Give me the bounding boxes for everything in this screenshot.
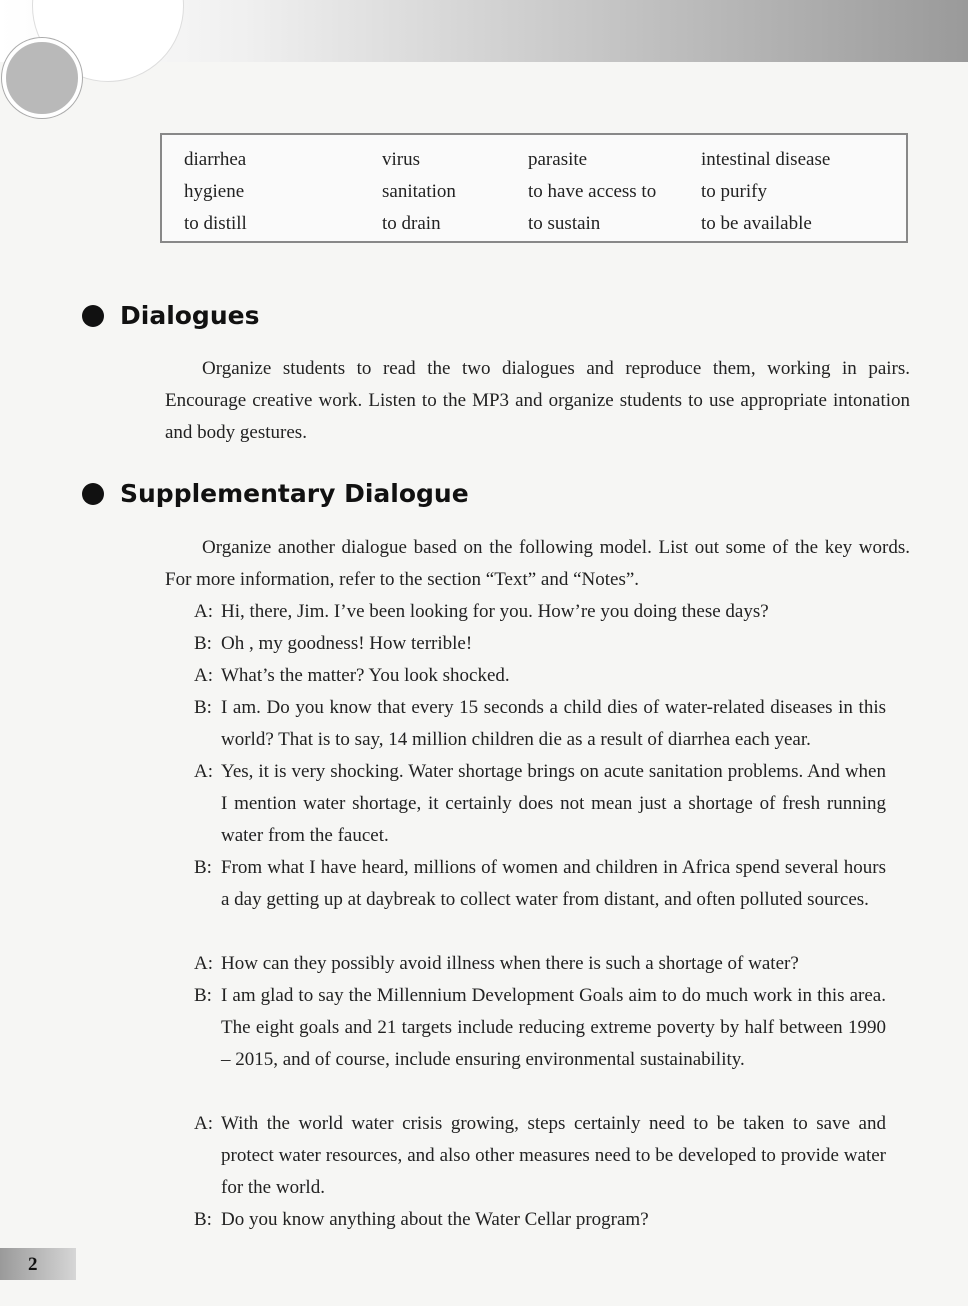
vocab-word: to sustain xyxy=(528,213,601,234)
speaker-label: B: xyxy=(194,1209,212,1230)
vocabulary-box xyxy=(160,133,908,243)
vocab-word: to distill xyxy=(184,213,247,234)
supplementary-paragraph: Organize another dialogue based on the following model. List out some of the key words. For more information, refer to the section “Text” and “Notes”. xyxy=(165,537,910,590)
vocab-row xyxy=(162,208,906,240)
vocab-word: intestinal disease xyxy=(701,149,831,170)
speaker-label: B: xyxy=(194,697,212,718)
utterance: I am glad to say the Millennium Development Goals aim to do much work in this area. The eight goals and 21 targets include reducing extreme poverty by half between 1990 – 2015, and of course, include ensuring environmental sustainability. xyxy=(221,985,886,1070)
utterance: How can they possibly avoid illness when there is such a shortage of water? xyxy=(221,953,799,974)
utterance: I am. Do you know that every 15 seconds a child dies of water-related diseases in this world? That is to say, 14 million children die as a result of diarrhea each year. xyxy=(221,697,886,750)
vocab-row xyxy=(162,144,906,176)
utterance: With the world water crisis growing, steps certainly need to be taken to save and protect water resources, and also other measures need to be developed to provide water for the world. xyxy=(221,1113,886,1198)
vocab-word: to be available xyxy=(701,213,812,234)
vocab-word: sanitation xyxy=(382,181,456,202)
dialogues-paragraph: Organize students to read the two dialogues and reproduce them, working in pairs. Encourage creative work. Listen to the MP3 and organize students to use appropriate intonation and body gestures. xyxy=(165,358,910,443)
speaker-label: B: xyxy=(194,633,212,654)
bullet-icon xyxy=(82,483,104,505)
speaker-label: B: xyxy=(194,857,212,878)
utterance: From what I have heard, millions of women and children in Africa spend several hours a day getting up at daybreak to collect water from distant, and often polluted sources. xyxy=(221,857,886,910)
page-number-tab xyxy=(0,1248,76,1280)
page-number: 2 xyxy=(28,1254,38,1275)
vocab-word: virus xyxy=(382,149,420,170)
speaker-label: A: xyxy=(194,601,213,622)
utterance: Yes, it is very shocking. Water shortage brings on acute sanitation problems. And when I mention water shortage, it certainly does not mean just a shortage of fresh running water from the faucet. xyxy=(221,761,886,846)
speaker-label: A: xyxy=(194,953,213,974)
bullet-icon xyxy=(82,305,104,327)
heading-text: Supplementary Dialogue xyxy=(120,479,469,508)
vocab-word: hygiene xyxy=(184,181,245,202)
utterance: Oh , my goodness! How terrible! xyxy=(221,633,473,654)
utterance: What’s the matter? You look shocked. xyxy=(221,665,510,686)
vocab-word: diarrhea xyxy=(184,149,247,170)
vocab-word: to have access to xyxy=(528,181,657,202)
utterance: Hi, there, Jim. I’ve been looking for you. How’re you doing these days? xyxy=(221,601,769,622)
vocab-word: parasite xyxy=(528,149,588,170)
vocab-row xyxy=(162,176,906,208)
utterance: Do you know anything about the Water Cellar program? xyxy=(221,1209,649,1230)
vocab-word: to purify xyxy=(701,181,767,202)
speaker-label: A: xyxy=(194,1113,213,1134)
speaker-label: A: xyxy=(194,761,213,782)
speaker-label: B: xyxy=(194,985,212,1006)
vocab-word: to drain xyxy=(382,213,441,234)
speaker-label: A: xyxy=(194,665,213,686)
heading-text: Dialogues xyxy=(120,301,260,330)
decorative-circle-ring xyxy=(2,38,82,118)
